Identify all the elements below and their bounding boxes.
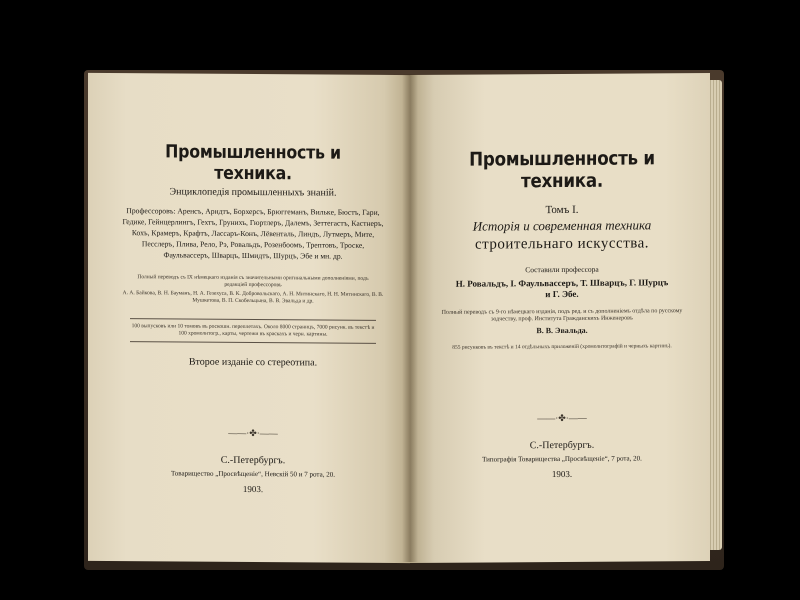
right-page-content [424, 147, 700, 480]
left-title: Промышленность и техника. [165, 141, 341, 185]
page-edges [708, 80, 722, 550]
right-year: 1903. [551, 468, 573, 480]
left-professors: Профессоровъ: Аренсъ, Арндтъ, Борхерсъ, Брюггеманъ, Вилькe, Бюстъ, Гари, Гедике, Гейнцерлингъ, Гехтъ, Грунихъ, Гюртлеръ, Далемъ, Зеттегастъ, Кастнеръ, Кохъ, Крамеръ, Крафтъ, Ласcаръ-Конъ, Лёвенталь, Линдъ, Лутмеръ, Мите, Пеcслеръ, Плива, Рело, Рэ, Ровальдъ, Розенбоомъ, Трептовъ, Троске, Фаульвассеръ, Шварцъ, Шмидтъ, Шурцъ, Эбе и мн. др. [122, 206, 384, 261]
right-authors-1: Н. Ровальдъ, I. Фаульвассеръ, Т. Шварцъ, Г. Шурцъ [455, 277, 669, 289]
right-ornament-icon: ——·✤·—— [537, 412, 587, 424]
right-volume: Томъ I. [545, 203, 579, 217]
right-compiled: Составили профессора [525, 264, 599, 275]
right-page [410, 73, 710, 563]
left-page-content [118, 141, 388, 495]
book-gutter [402, 74, 418, 562]
right-subtitle-1: Исторія и современная техника [472, 217, 652, 234]
left-rule-bottom [130, 341, 376, 344]
right-printer: Типографія Товарищества „Просвѣщеніе“, 7 рота, 20. [482, 454, 642, 464]
left-page [88, 73, 410, 563]
right-subtitle-2: строительнаго искусства. [474, 235, 650, 253]
left-year: 1903. [242, 483, 264, 495]
right-translation-note: Полный переводъ съ 9-го нѣмецкаго изданія, подъ ред. и съ дополненіемъ отдѣла по русскому зодчеству, проф. Института Гражданскихъ Инженеровъ [441, 308, 683, 323]
left-ornament-icon: ——·✤·—— [228, 427, 278, 439]
left-rule-top [130, 318, 376, 321]
left-volumes-note: 100 выпусковъ или 10 томовъ въ роскошн. переплетахъ. Около 8000 страницъ, 7000 рисунк. въ текстѣ и 100 хромолитогр., карты, чертежи въ краскахъ и черн. картины. [131, 323, 375, 338]
right-illustrations: 855 рисунковъ въ текстѣ и 14 отдѣльныхъ приложеній (хромолитографій и черныхъ картинъ). [452, 343, 672, 351]
left-publisher: Товарищество „Просвѣщеніе“, Невскій 50 и 7 рота, 20. [171, 469, 335, 479]
left-subtitle: Энциклопедія промышленныхъ знаній. [169, 186, 337, 199]
left-editors: А. А. Байкова, В. Н. Бауманъ, Н. А. Гезехуса, В. К. Добровольскаго, А. Н. Митинскаго, Н. Н. Митинскаго, В. В. Мушкетова, В. П. Скобельцына, В. В. Эвальда и др. [122, 290, 384, 305]
left-city: С.-Петербургъ. [220, 454, 286, 467]
right-city: С.-Петербургъ. [529, 439, 595, 452]
right-authors-2: и Г. Эбе. [545, 288, 579, 300]
left-edition: Второе изданіе со стереотипа. [188, 356, 318, 369]
left-translation-note: Полный переводъ съ IX нѣмецкаго изданія съ значительными оригинальными дополненіями, подъ редакціей профессоровъ [137, 274, 369, 289]
right-title: Промышленность и техника. [469, 147, 655, 193]
right-editor: В. В. Эвальда. [536, 325, 588, 336]
